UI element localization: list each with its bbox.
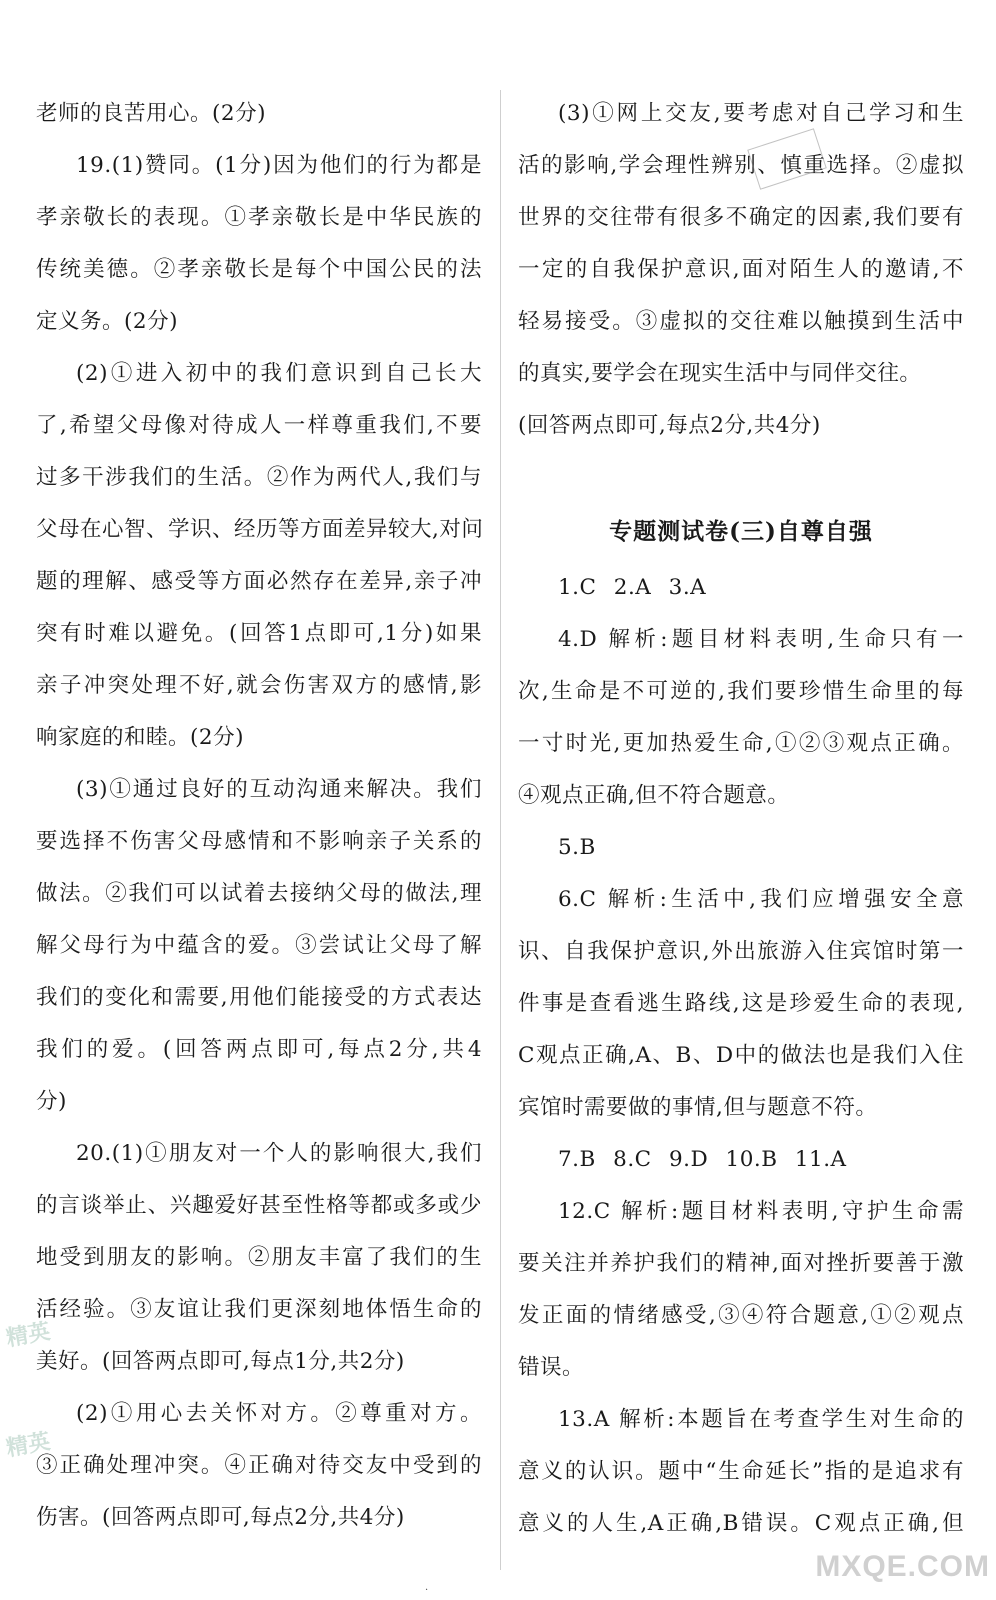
text-line: 地受到朋友的影响。②朋友丰富了我们的生 bbox=[36, 1245, 482, 1270]
answer-line: 5.B bbox=[558, 835, 596, 860]
text-line: (3)①通过良好的互动沟通来解决。我们 bbox=[76, 777, 482, 802]
text-line: 过多干涉我们的生活。②作为两代人,我们与 bbox=[36, 465, 482, 490]
text-line: 件事是查看逃生路线,这是珍爱生命的表现, bbox=[518, 991, 964, 1016]
text-line: 做法。②我们可以试着去接纳父母的做法,理 bbox=[36, 881, 482, 906]
text-line: 13.A 解析:本题旨在考查学生对生命的 bbox=[558, 1407, 964, 1432]
text-line: 老师的良苦用心。(2分) bbox=[36, 101, 266, 126]
text-line: 错误。 bbox=[518, 1355, 585, 1380]
text-line: 一寸时光,更加热爱生命,①②③观点正确。 bbox=[518, 731, 964, 756]
left-column bbox=[36, 88, 482, 1544]
text-line: 的真实,要学会在现实生活中与同伴交往。 bbox=[518, 361, 922, 386]
text-line: 世界的交往带有很多不确定的因素,我们要有 bbox=[518, 205, 964, 230]
text-line: 要选择不伤害父母感情和不影响亲子关系的 bbox=[36, 829, 482, 854]
text-line: 12.C 解析:题目材料表明,守护生命需 bbox=[558, 1199, 964, 1224]
text-line: (3)①网上交友,要考虑对自己学习和生 bbox=[558, 101, 964, 126]
text-line: 活的影响,学会理性辨别、慎重选择。②虚拟 bbox=[518, 153, 964, 178]
column-divider bbox=[500, 90, 501, 1570]
text-line: 传统美德。②孝亲敬长是每个中国公民的法 bbox=[36, 257, 482, 282]
text-line: 亲子冲突处理不好,就会伤害双方的感情,影 bbox=[36, 673, 482, 698]
text-line: 我们的爱。(回答两点即可,每点2分,共4 bbox=[36, 1037, 482, 1062]
text-line: C观点正确,A、B、D中的做法也是我们入住 bbox=[518, 1043, 964, 1068]
text-line: 美好。(回答两点即可,每点1分,共2分) bbox=[36, 1349, 405, 1374]
text-line: 宾馆时需要做的事情,但与题意不符。 bbox=[518, 1095, 878, 1120]
answer-line: 1.C 2.A 3.A bbox=[558, 575, 707, 600]
text-line: 4.D 解析:题目材料表明,生命只有一 bbox=[558, 627, 964, 652]
text-line: 孝亲敬长的表现。①孝亲敬长是中华民族的 bbox=[36, 205, 482, 230]
text-line: 要关注并养护我们的精神,面对挫折要善于激 bbox=[518, 1251, 964, 1276]
watermark: MXQE.COM bbox=[815, 1550, 990, 1583]
text-line: (2)①进入初中的我们意识到自己长大 bbox=[76, 361, 482, 386]
text-line: 6.C 解析:生活中,我们应增强安全意 bbox=[558, 887, 964, 912]
answer-line: 7.B 8.C 9.D 10.B 11.A bbox=[558, 1147, 847, 1172]
text-line: 解父母行为中蕴含的爱。③尝试让父母了解 bbox=[36, 933, 482, 958]
text-line: 响家庭的和睦。(2分) bbox=[36, 725, 244, 750]
right-column bbox=[518, 88, 964, 1550]
text-line: ④观点正确,但不符合题意。 bbox=[518, 783, 790, 808]
text-line: 的言谈举止、兴趣爱好甚至性格等都或多或少 bbox=[36, 1193, 482, 1218]
text-line: 轻易接受。③虚拟的交往难以触摸到生活中 bbox=[518, 309, 964, 334]
text-line: 定义务。(2分) bbox=[36, 309, 178, 334]
text-line: 伤害。(回答两点即可,每点2分,共4分) bbox=[36, 1505, 405, 1530]
text-line: 我们的变化和需要,用他们能接受的方式表达 bbox=[36, 985, 482, 1010]
text-line: 发正面的情绪感受,③④符合题意,①②观点 bbox=[518, 1303, 964, 1328]
text-line: 活经验。③友谊让我们更深刻地体悟生命的 bbox=[36, 1297, 482, 1322]
text-line: 次,生命是不可逆的,我们要珍惜生命里的每 bbox=[518, 679, 964, 704]
text-line: 20.(1)①朋友对一个人的影响很大,我们 bbox=[76, 1141, 482, 1166]
page-mark-icon: · bbox=[425, 1585, 429, 1596]
text-line: (回答两点即可,每点2分,共4分) bbox=[518, 413, 821, 438]
section-title: 专题测试卷(三)自尊自强 bbox=[609, 518, 873, 545]
text-line: 了,希望父母像对待成人一样尊重我们,不要 bbox=[36, 413, 482, 438]
text-line: 意义的人生,A正确,B错误。C观点正确,但 bbox=[518, 1511, 964, 1536]
text-line: 分) bbox=[36, 1089, 67, 1114]
side-stamp: 精英 bbox=[4, 1429, 53, 1462]
text-line: ③正确处理冲突。④正确对待交友中受到的 bbox=[36, 1453, 482, 1478]
text-line: 19.(1)赞同。(1分)因为他们的行为都是 bbox=[76, 153, 482, 178]
text-line: (2)①用心去关怀对方。②尊重对方。 bbox=[76, 1401, 482, 1426]
text-line: 识、自我保护意识,外出旅游入住宾馆时第一 bbox=[518, 939, 964, 964]
text-line: 意义的认识。题中“生命延长”指的是追求有 bbox=[518, 1459, 964, 1484]
text-line: 突有时难以避免。(回答1点即可,1分)如果 bbox=[36, 621, 482, 646]
text-line: 父母在心智、学识、经历等方面差异较大,对问 bbox=[36, 517, 484, 542]
text-line: 题的理解、感受等方面必然存在差异,亲子冲 bbox=[36, 569, 482, 594]
text-line: 一定的自我保护意识,面对陌生人的邀请,不 bbox=[518, 257, 964, 282]
side-stamp: 精英 bbox=[4, 1319, 53, 1352]
